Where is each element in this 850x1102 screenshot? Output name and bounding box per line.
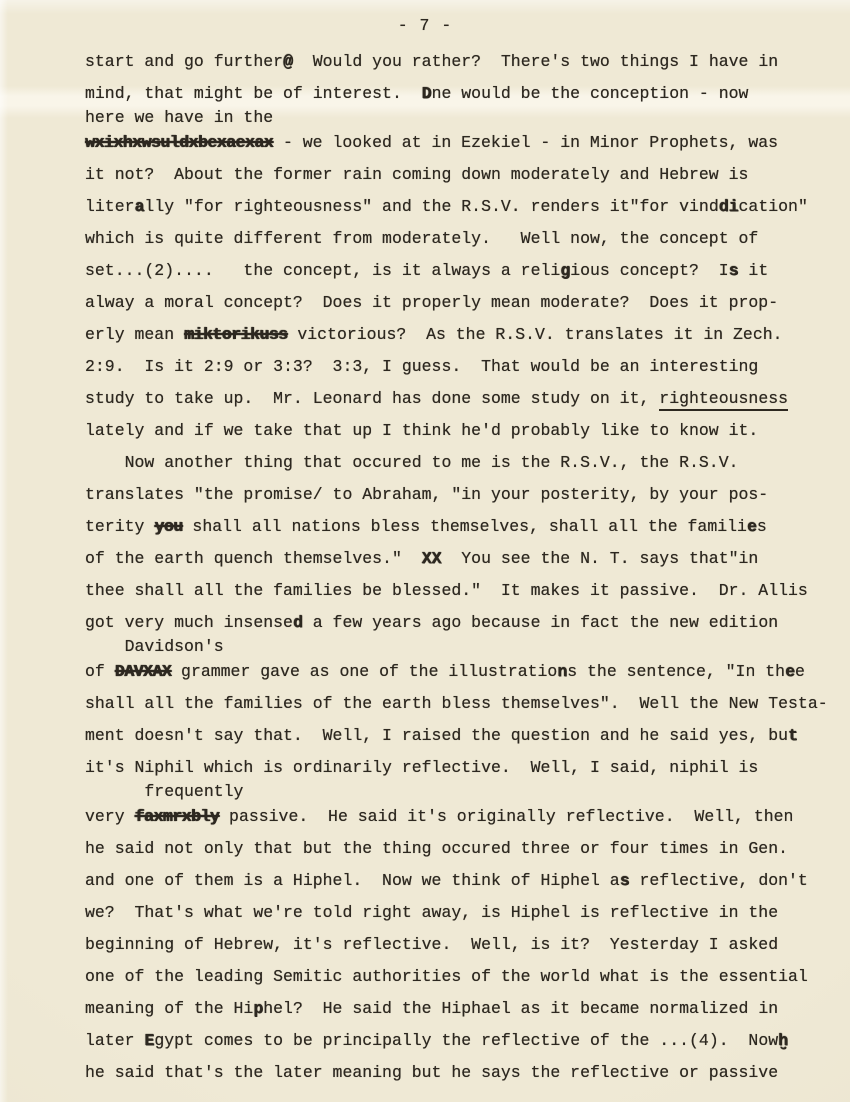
line-text: he said that's the later meaning but he says the reflective or passive: [85, 1063, 779, 1082]
line-text: it not? About the former rain coming down moderately and Hebrew is: [85, 165, 749, 184]
line-text: here we have in the: [85, 108, 274, 127]
overstrike-text: e: [746, 517, 757, 536]
overstrike-text: s: [728, 261, 739, 280]
line-text: s: [756, 517, 767, 536]
line-text: of: [85, 662, 115, 681]
line-text: passive. He said it's originally reflective. Well, then: [219, 807, 794, 826]
overstrike-text: a: [134, 197, 145, 216]
line-text: lly "for righteousness" and the R.S.V. renders it"for vind: [144, 197, 719, 216]
typescript-line: [85, 46, 830, 78]
typescript-line: [85, 897, 830, 929]
line-text: one of the leading Semitic authorities of the world what is the essential: [85, 967, 808, 986]
line-text: 2:9. Is it 2:9 or 3:3? 3:3, I guess. That would be an interesting: [85, 357, 759, 376]
line-text: and one of them is a Hiphel. Now we think of Hiphel a: [85, 871, 620, 890]
strikeout-text: DAVXAX: [114, 662, 172, 681]
overstrike-text: D: [421, 84, 432, 103]
line-text: cation": [738, 197, 808, 216]
typescript-line: [85, 383, 830, 415]
typescript-line: [85, 255, 830, 287]
overstrike-text: e: [785, 662, 795, 681]
line-text: shall all nations bless themselves, shall all the famili: [182, 517, 747, 536]
typescript-line: [85, 511, 830, 543]
overstrike-text: @: [283, 52, 293, 71]
typescript-line: [85, 639, 830, 656]
line-text: meaning of the Hi: [85, 999, 254, 1018]
line-text: alway a moral concept? Does it properly mean moderate? Does it prop-: [85, 293, 779, 312]
overstrike-text: ḫ: [778, 1031, 789, 1050]
overstrike-text: E: [144, 1031, 155, 1050]
line-text: terity: [85, 517, 155, 536]
line-text: we? That's what we're told right away, is Hiphel is reflective in the: [85, 903, 779, 922]
typescript-line: [85, 752, 830, 784]
typescript-line: [85, 575, 830, 607]
line-text: victorious? As the R.S.V. translates it in Zech.: [287, 325, 783, 344]
line-text: set...(2).... the concept, is it always a reli: [85, 261, 561, 280]
line-text: thee shall all the families be blessed." It makes it passive. Dr. Allis: [85, 581, 808, 600]
line-text: reflective, don't: [629, 871, 808, 890]
typescript-line: [85, 929, 830, 961]
typescript-line: [85, 415, 830, 447]
typescript-line: [85, 319, 830, 351]
line-text: ious concept? I: [570, 261, 729, 280]
line-text: of the earth quench themselves.": [85, 549, 422, 568]
line-text: s the sentence, "In th: [567, 662, 786, 681]
overstrike-text: d: [292, 613, 303, 632]
typescript-line: [85, 447, 830, 479]
typescript-line: [85, 110, 830, 127]
line-text: grammer gave as one of the illustratio: [171, 662, 558, 681]
typescript-body: [85, 46, 830, 1089]
overstrike-text: s: [619, 871, 630, 890]
line-text: he said not only that but the thing occured three or four times in Gen.: [85, 839, 789, 858]
line-text: Now another thing that occured to me is the R.S.V., the R.S.V.: [85, 453, 739, 472]
line-text: translates "the promise/ to Abraham, "in your posterity, by your pos-: [85, 485, 769, 504]
line-text: got very much insense: [85, 613, 293, 632]
typescript-line: [85, 1057, 830, 1089]
underlined-word: righteousness: [659, 389, 788, 411]
line-text: hel? He said the Hiphael as it became normalized in: [263, 999, 779, 1018]
typescript-line: [85, 351, 830, 383]
line-text: beginning of Hebrew, it's reflective. Well, is it? Yesterday I asked: [85, 935, 779, 954]
typescript-line: [85, 784, 830, 801]
line-text: Would you rather? There's two things I have in: [292, 52, 779, 71]
line-text: gypt comes to be principally the reflective of the ...(4). Now: [154, 1031, 779, 1050]
typescript-line: [85, 287, 830, 319]
strikeout-text: faxmrxbly: [134, 807, 220, 826]
line-text: study to take up. Mr. Leonard has done some study on it,: [85, 389, 660, 408]
line-text: ne would be the conception - now: [431, 84, 749, 103]
line-text: which is quite different from moderately. Well now, the concept of: [85, 229, 759, 248]
line-text: Davidson's: [85, 637, 224, 656]
line-text: You see the N. T. says that"in: [441, 549, 759, 568]
typescript-line: [85, 223, 830, 255]
line-text: mind, that might be of interest.: [85, 84, 422, 103]
line-text: it's Niphil which is ordinarily reflective. Well, I said, niphil is: [85, 758, 759, 777]
line-text: very: [85, 807, 135, 826]
line-text: later: [85, 1031, 145, 1050]
typescript-line: [85, 865, 830, 897]
line-text: start and go further: [85, 52, 284, 71]
line-text: - we looked at in Ezekiel - in Minor Prophets, was: [273, 133, 779, 152]
typescript-line: [85, 1025, 830, 1057]
line-text: ment doesn't say that. Well, I raised the question and he said yes, bu: [85, 726, 789, 745]
overstrike-text: g: [560, 261, 571, 280]
typescript-line: [85, 961, 830, 993]
typescript-line: [85, 688, 830, 720]
line-text: liter: [85, 197, 135, 216]
strikeout-text: wxixhxwsuldxbexaexax: [85, 133, 274, 152]
overstrike-text: n: [557, 662, 568, 681]
typescript-line: [85, 801, 830, 833]
typescript-line: [85, 159, 830, 191]
page-number: - 7 -: [397, 16, 453, 35]
line-text: e: [794, 662, 805, 681]
overstrike-text: p: [253, 999, 264, 1018]
typescript-line: [85, 543, 830, 575]
typescript-line: [85, 479, 830, 511]
typescript-line: [85, 78, 830, 110]
line-text: a few years ago because in fact the new edition: [302, 613, 779, 632]
overstrike-text: di: [718, 197, 739, 216]
line-text: frequently: [85, 782, 244, 801]
line-text: it: [738, 261, 769, 280]
strikeout-text: you: [154, 517, 183, 536]
strikeout-text: miktorikuss: [184, 325, 288, 344]
line-text: lately and if we take that up I think he'd probably like to know it.: [85, 421, 759, 440]
typescript-line: [85, 656, 830, 688]
overstrike-text: t: [788, 726, 798, 745]
typescript-line: [85, 720, 830, 752]
line-text: shall all the families of the earth bless themselves". Well the New Testa-: [85, 694, 828, 713]
overstrike-text: XX: [421, 549, 442, 568]
typescript-line: [85, 127, 830, 159]
typescript-line: [85, 191, 830, 223]
typescript-line: [85, 607, 830, 639]
line-text: erly mean: [85, 325, 185, 344]
typescript-line: [85, 993, 830, 1025]
typescript-line: [85, 833, 830, 865]
